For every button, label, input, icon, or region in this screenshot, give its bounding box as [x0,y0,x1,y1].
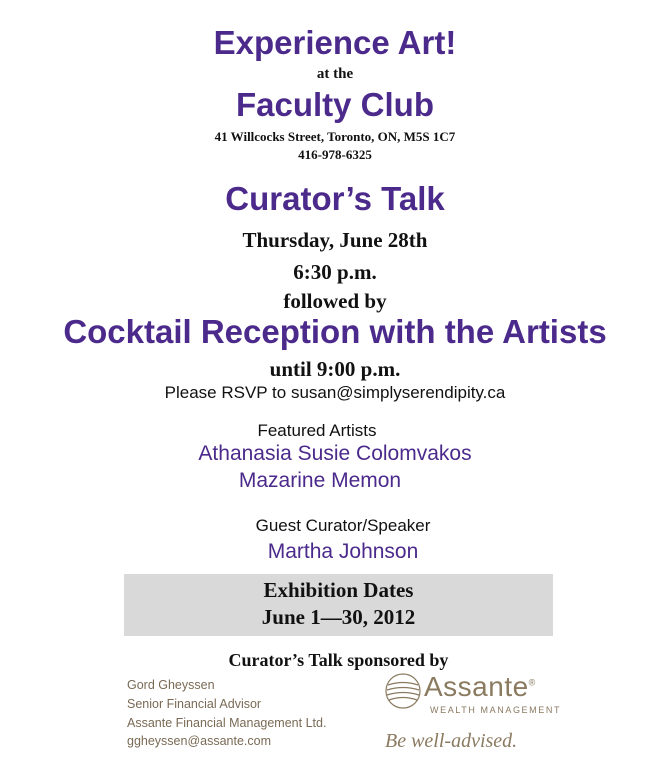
sponsor-heading: Curator’s Talk sponsored by [228,650,449,670]
venue-phone: 416-978-6325 [298,147,372,162]
artist-name: Mazarine Memon [238,469,402,492]
contact-company: Assante Financial Management Ltd. [127,716,327,730]
contact-title: Senior Financial Advisor [127,697,262,711]
exhibition-heading: Exhibition Dates [263,578,414,602]
contact-name: Gord Gheyssen [127,678,215,692]
talk-heading: Curator’s Talk [225,180,445,217]
venue-address: 41 Willcocks Street, Toronto, ON, M5S 1C7 [214,129,456,144]
assante-tagline: Be well-advised. [385,730,518,752]
event-title: Experience Art! [213,24,457,61]
artist-name: Athanasia Susie Colomvakos [198,442,472,465]
event-at-label: at the [316,66,354,82]
guest-curator-name: Martha Johnson [267,540,419,563]
followed-by: followed by [283,289,387,313]
talk-date: Thursday, June 28th [242,228,428,252]
assante-logo-word: Assante® [424,671,536,702]
reception-heading: Cocktail Reception with the Artists [63,313,607,350]
featured-artists-heading: Featured Artists [257,421,377,440]
venue-name: Faculty Club [235,86,435,123]
rsvp-line: Please RSVP to susan@simplyserendipity.ca [164,383,506,402]
contact-email[interactable]: ggheyssen@assante.com [127,734,272,748]
end-time: until 9:00 p.m. [269,357,401,381]
guest-curator-heading: Guest Curator/Speaker [255,516,431,535]
assante-logo-subtitle: WEALTH MANAGEMENT [430,705,562,715]
talk-time: 6:30 p.m. [293,260,377,284]
exhibition-dates: June 1—30, 2012 [261,605,416,629]
